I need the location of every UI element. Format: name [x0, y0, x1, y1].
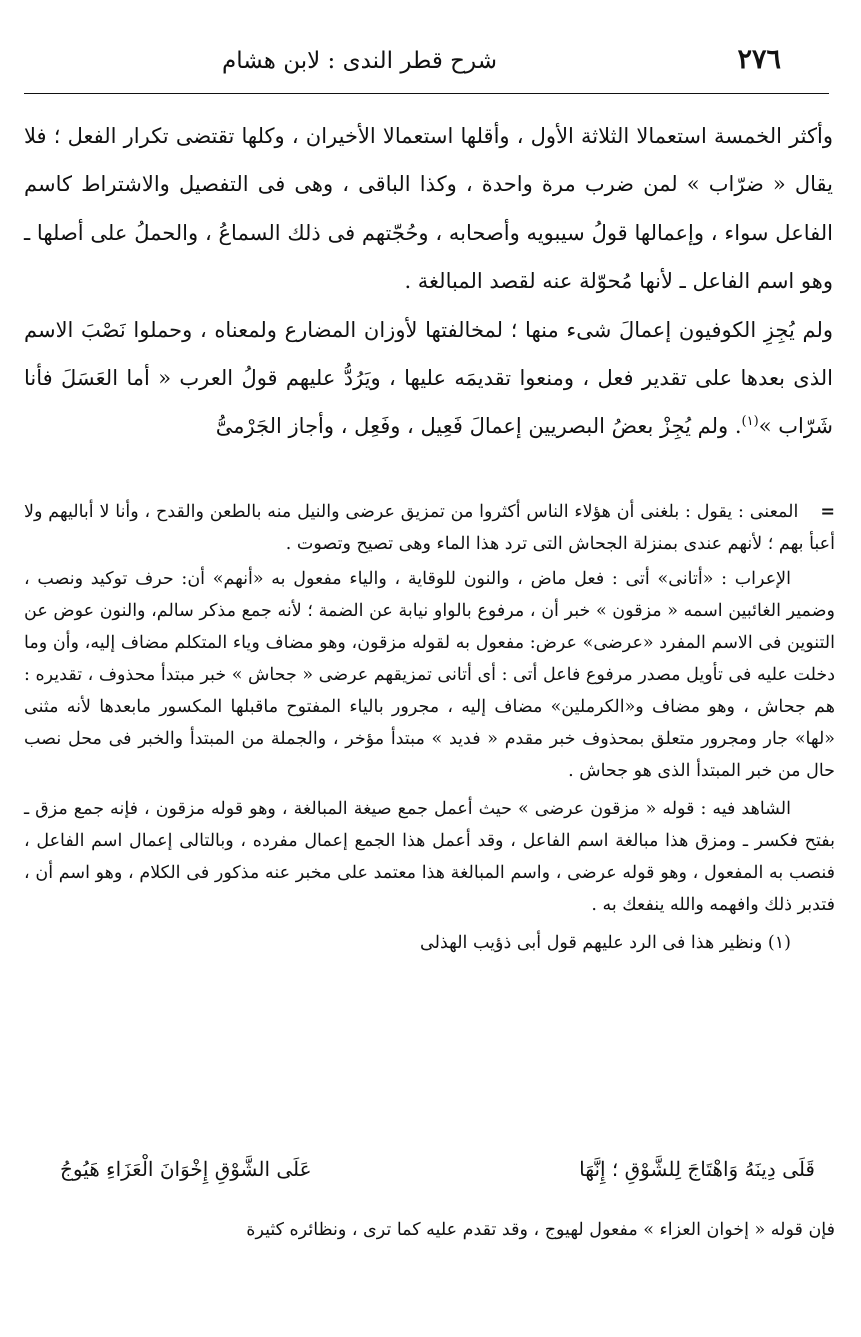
poem-hemistich-1: قَلَى دِينَهُ وَاهْتَاجَ لِلشَّوْقِ ؛ إِنَّهَا	[579, 1157, 815, 1181]
page-number: ٢٧٦	[737, 44, 781, 75]
note-meaning	[24, 496, 835, 560]
poem-verse	[60, 1153, 815, 1193]
page-header	[24, 40, 829, 94]
running-title: شرح قطر الندى : لابن هشام	[221, 48, 497, 74]
main-paragraph-2-end: . ولم يُجِزْ بعضُ البصريين إعمالَ فَعِيل ، وفَعِل ، وأجاز الجَرْمىُّ	[215, 414, 742, 439]
main-paragraph-2	[24, 306, 833, 451]
poem-hemistich-2: عَلَى الشَّوْقِ إِخْوَانَ الْعَزَاءِ هَيُوجُ	[60, 1157, 312, 1181]
note-meaning-text: المعنى : يقول : بلغنى أن هؤلاء الناس أكثروا من تمزيق عرضى والنيل منه بالطعن والقدح ، وأنا لا أباليهم ولا أعبأ بهم ؛ لأنهم عندى بمنزلة الجحاش التى ترد هذا الماء وهى تصيح وتصوت .	[24, 502, 835, 554]
footnote-1: (١) ونظير هذا فى الرد عليهم قول أبى ذؤيب الهذلى	[420, 933, 791, 953]
main-paragraph-1: وأكثر الخمسة استعمالا الثلاثة الأول ، وأقلها استعمالا الأخيران ، وكلها تقتضى تكرار الفعل ؛ فلا يقال « ضرّاب » لمن ضرب مرة واحدة ، وكذا الباقى ، وهى فى التفصيل والاشتراط كاسم الفاعل سواء ، وإعمالها قولُ سيبويه وأصحابه ، وحُجّتهم فى ذلك السماعُ ، والحملُ على أصلها ـ وهو اسم الفاعل ـ لأنها مُحوّلة عنه لقصد المبالغة .	[24, 124, 833, 294]
header-rule	[24, 93, 829, 94]
footnotes	[24, 496, 835, 959]
note-evidence: الشاهد فيه : قوله « مزقون عرضى » حيث أعمل جمع صيغة المبالغة ، وهو قوله مزقون ، فإنه جمع مزق ـ بفتح فكسر ـ ومزق هذا مبالغة اسم الفاعل ، وقد أعمل هذا الجمع إعمال مفرده ، وبالتالى إعمال اسم الفاعل ، فنصب به المفعول ، وهو قوله عرضى ، واسم المبالغة هذا معتمد على مخبر عنه مذكور فى الكلام ، وهو اسم أن ، فتدبر ذلك وافهمه والله ينفعك به .	[24, 799, 835, 915]
continuation-mark: =	[820, 502, 835, 522]
main-text	[24, 112, 833, 451]
footnote-reference: (١)	[741, 414, 759, 430]
note-parsing: الإعراب : «أتانى» أتى : فعل ماض ، والنون للوقاية ، والياء مفعول به «أنهم» أن: حرف توكيد ونصب ، وضمير الغائبين اسمه « مزقون » خبر أن ، مرفوع بالواو نيابة عن الضمة ؛ لأنه جمع مذكر سالم، والنون عوض عن التنوين فى الاسم المفرد «عرضى» عرض: مفعول به لقوله مزقون، وهو مضاف وياء المتكلم مضاف إليه، وأن وما دخلت عليه فى تأويل مصدر مرفوع فاعل أتى : أى أتانى تمزيقهم عرضى « جحاش » خبر مبتدأ محذوف ، تقديره : هم جحاش ، وهو مضاف و«الكرملين» مضاف إليه ، مجرور بالياء المفتوح ماقبلها المكسور مابعدها لأنه مثنى «لها» جار ومجرور متعلق بمحذوف خبر مقدم « فديد » مبتدأ مؤخر ، والجملة من المبتدأ والخبر فى محل نصب حال من خبر المبتدأ الذى هو جحاش .	[24, 569, 835, 781]
main-paragraph-2-text: ولم يُجِزِ الكوفيون إعمالَ شىء منها ؛ لمخالفتها لأوزان المضارع ولمعناه ، وحملوا نَصْبَ الاسم الذى بعدها على تقدير فعل ، ومنعوا تقديمَه عليها ، ويَرُدُّ عليهم قولُ العرب « أما العَسَلَ فأنا شَرّاب »	[24, 317, 833, 439]
footnote-final-line: فإن قوله « إخوان العزاء » مفعول لهيوج ، وقد تقدم عليه كما ترى ، ونظائره كثيرة	[246, 1220, 835, 1240]
